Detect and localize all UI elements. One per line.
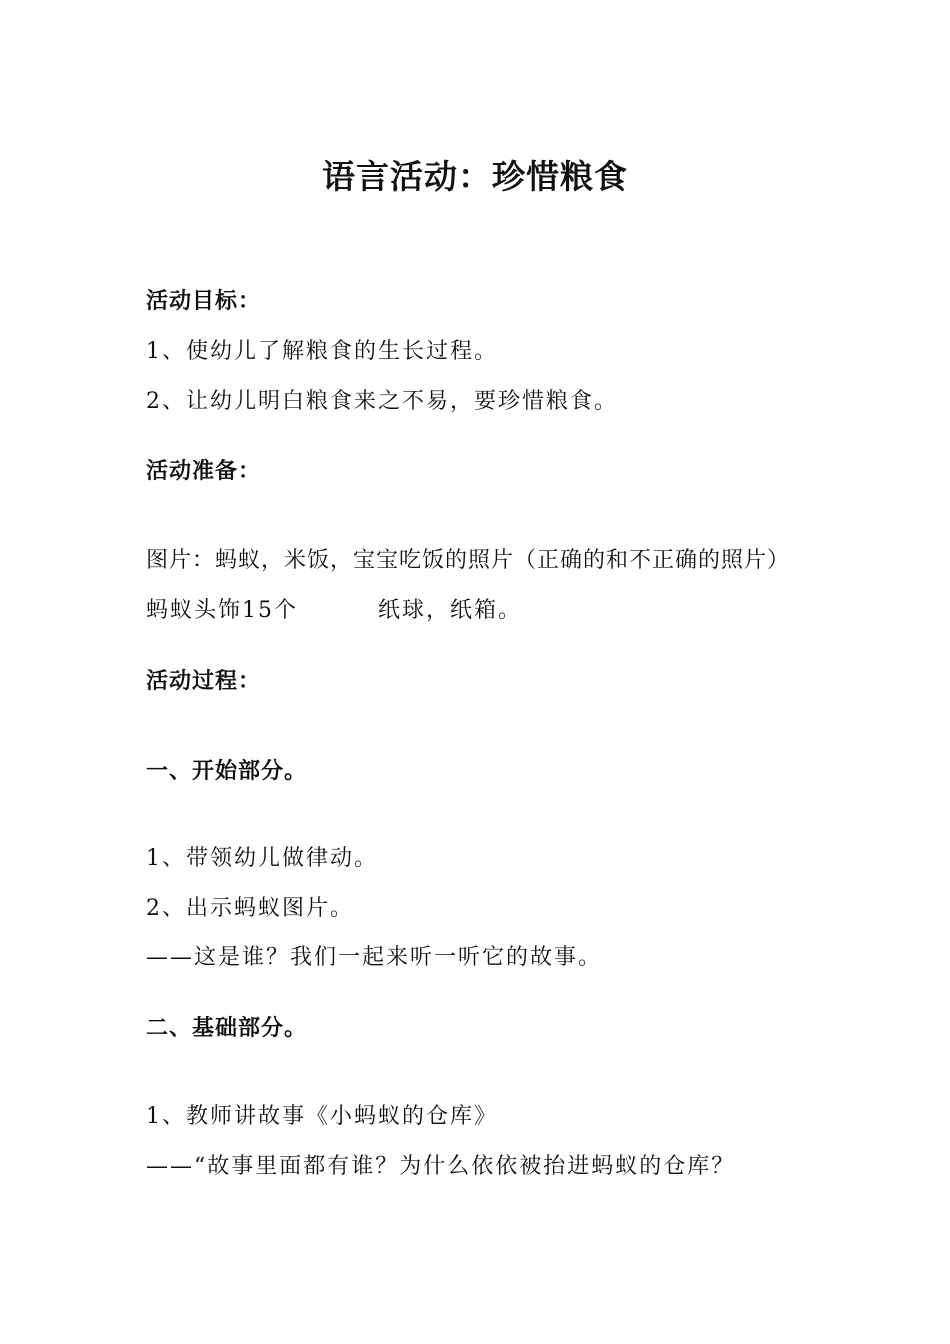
goals-heading: 活动目标： — [146, 289, 262, 314]
preparation-line-2-first: 蚂蚁头饰15个 — [146, 598, 298, 623]
goal-item-2: 2、让幼儿明白粮食来之不易，要珍惜粮食。 — [146, 389, 618, 414]
preparation-heading: 活动准备： — [146, 459, 262, 484]
document-title: 语言活动：珍惜粮食 — [322, 157, 628, 196]
goal-item-1: 1、使幼儿了解粮食的生长过程。 — [146, 339, 498, 364]
part2-heading: 二、基础部分。 — [146, 1016, 308, 1041]
part1-heading: 一、开始部分。 — [146, 759, 308, 784]
part1-item-3: ——这是谁？我们一起来听一听它的故事。 — [146, 945, 603, 970]
part2-item-2: ——“故事里面都有谁？为什么依依被抬进蚂蚁的仓库？ — [146, 1154, 736, 1179]
preparation-line-2 — [146, 595, 522, 627]
part1-item-1: 1、带领幼儿做律动。 — [146, 846, 378, 871]
preparation-line-1: 图片：蚂蚁，米饭，宝宝吃饭的照片（正确的和不正确的照片） — [146, 548, 791, 573]
process-heading: 活动过程： — [146, 669, 262, 694]
part2-item-1: 1、教师讲故事《小蚂蚁的仓库》 — [146, 1104, 498, 1129]
part1-item-2: 2、出示蚂蚁图片。 — [146, 896, 354, 921]
preparation-line-2-second: 纸球，纸箱。 — [378, 598, 523, 623]
